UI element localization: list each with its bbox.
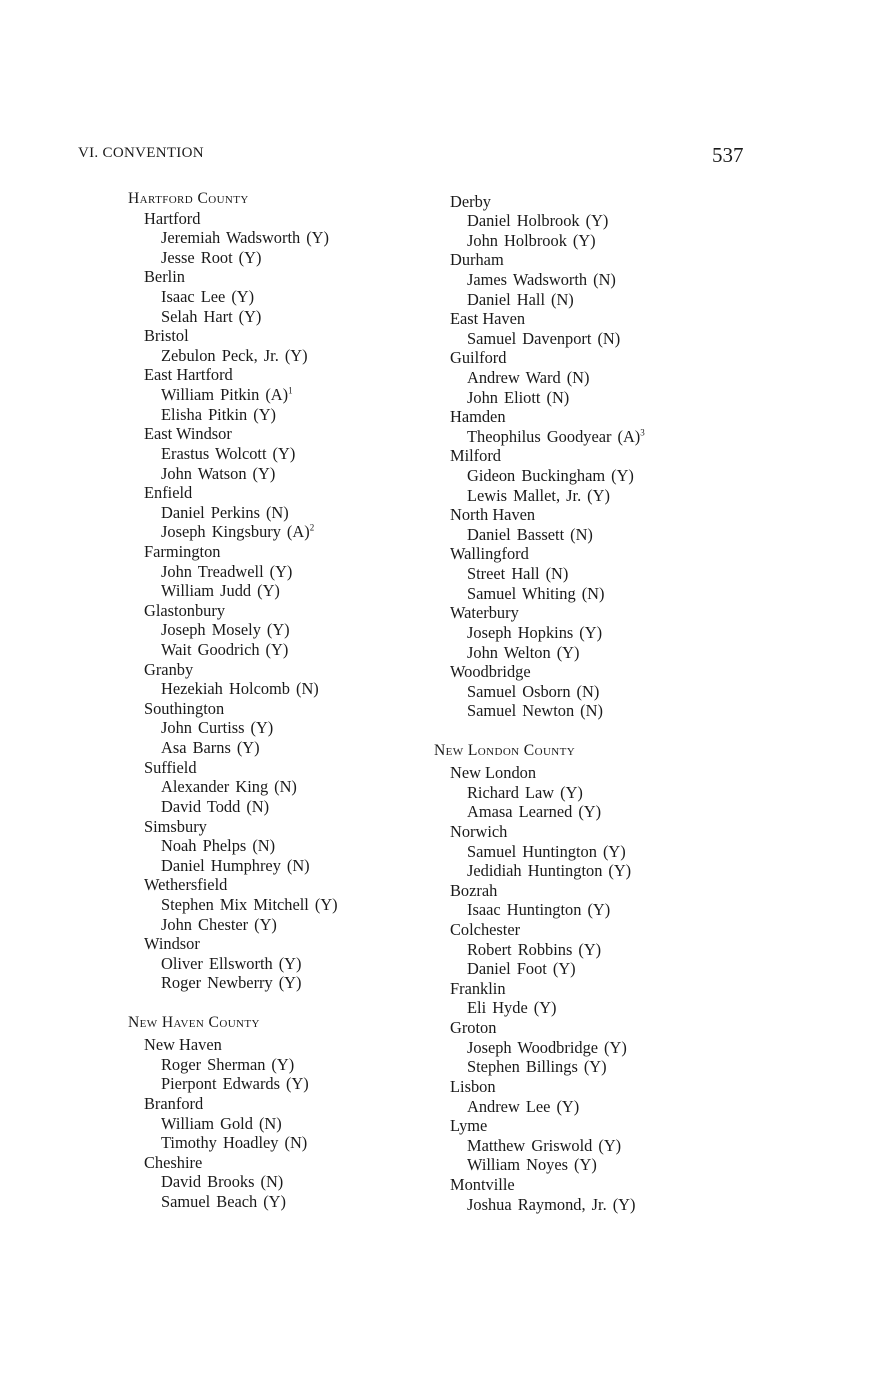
delegate-entry [434, 1136, 645, 1156]
delegate-vote: (Y) [272, 443, 296, 463]
delegate-entry [128, 954, 338, 974]
delegate-vote: (N) [581, 583, 605, 603]
delegate-name: Robert Robbins [467, 939, 573, 959]
delegate-vote: (N) [246, 796, 270, 816]
delegate-name: David Brooks [161, 1172, 255, 1192]
delegate-vote: (N) [545, 564, 569, 584]
delegate-name: Joseph Woodbridge [467, 1037, 599, 1057]
delegate-vote: (N) [252, 836, 276, 856]
delegate-name: John Welton [467, 642, 551, 662]
delegate-entry [128, 562, 338, 582]
delegate-vote: (N) [566, 367, 590, 387]
town-name: North Haven [450, 505, 536, 525]
delegate-vote: (Y) [250, 718, 274, 738]
town-name: Berlin [144, 267, 185, 287]
delegate-vote: (Y) [578, 939, 602, 959]
delegate-name: John Eliott [467, 387, 541, 407]
delegate-vote: (Y) [236, 738, 260, 758]
delegate-entry [434, 682, 645, 702]
delegate-vote: (Y) [253, 404, 276, 424]
delegate-vote: (Y) [238, 306, 262, 326]
delegate-name: Jesse Root [161, 247, 233, 267]
delegate-vote: (Y) [269, 561, 293, 581]
delegate-name: Street Hall [467, 564, 540, 584]
town-name: Hartford [144, 208, 201, 228]
county-heading: New London County [434, 741, 576, 759]
town-name: Lyme [450, 1116, 488, 1136]
town-name: Southington [144, 698, 225, 718]
delegate-entry [434, 940, 645, 960]
county-heading: New Haven County [128, 1013, 260, 1031]
delegate-name: William Noyes [467, 1155, 569, 1175]
delegate-name: Oliver Ellsworth [161, 953, 273, 973]
delegate-name: Timothy Hoadley [161, 1133, 279, 1153]
delegate-entry [128, 1114, 338, 1134]
town-name: Granby [144, 659, 194, 679]
delegate-name: Stephen Billings [467, 1057, 578, 1077]
delegate-entry [434, 701, 645, 721]
delegate-entry [434, 231, 645, 251]
delegate-name: Noah Phelps [161, 836, 247, 856]
town-name: Wethersfield [144, 875, 228, 895]
town-name: Bozrah [450, 880, 498, 900]
town-name: Derby [450, 191, 491, 211]
town-name: Farmington [144, 541, 221, 561]
delegate-name: Zebulon Peck, Jr. [161, 345, 279, 365]
delegate-vote: (N) [576, 681, 600, 701]
delegate-name: Joseph Kingsbury [161, 522, 281, 542]
delegate-vote: (Y) [306, 228, 329, 248]
delegate-entry [434, 1057, 645, 1077]
delegate-entry [434, 643, 645, 663]
delegate-entry [128, 1133, 338, 1153]
delegate-entry [128, 836, 338, 856]
delegate-vote: (N) [258, 1113, 282, 1133]
town-name: East Hartford [144, 365, 233, 385]
delegate-entry [434, 584, 645, 604]
town-name: Norwich [450, 821, 508, 841]
delegate-name: Andrew Ward [467, 367, 561, 387]
delegate-name: Andrew Lee [467, 1096, 551, 1116]
delegate-vote: (Y) [587, 900, 611, 920]
delegate-name: Samuel Osborn [467, 681, 571, 701]
delegate-name: Roger Sherman [161, 1054, 266, 1074]
delegate-entry [434, 1038, 645, 1058]
delegate-name: Amasa Learned [467, 802, 573, 822]
delegate-entry [128, 581, 338, 601]
delegate-name: Isaac Lee [161, 287, 226, 307]
delegate-name: Eli Hyde [467, 998, 528, 1018]
delegate-vote: (Y) [583, 1057, 607, 1077]
delegate-entry [434, 1155, 645, 1175]
footnote-marker: 1 [288, 385, 293, 396]
town-name: East Haven [450, 309, 526, 329]
delegate-name: Samuel Newton [467, 701, 575, 721]
delegate-name: Roger Newberry [161, 973, 273, 993]
delegate-entry [128, 503, 338, 523]
delegate-entry [128, 777, 338, 797]
delegate-vote: (Y) [608, 861, 632, 881]
delegate-name: Joshua Raymond, Jr. [467, 1194, 607, 1214]
delegate-entry [128, 405, 338, 425]
delegate-vote: (N) [551, 289, 574, 309]
town-name: Franklin [450, 978, 506, 998]
delegate-vote: (Y) [231, 287, 255, 307]
delegate-name: Samuel Davenport [467, 328, 592, 348]
delegate-vote: (Y) [585, 211, 609, 231]
delegate-vote: (Y) [578, 802, 602, 822]
delegate-vote: (Y) [278, 973, 302, 993]
town-name: Glastonbury [144, 600, 226, 620]
delegate-entry [128, 738, 338, 758]
town-name: Wallingford [450, 544, 529, 564]
delegate-name: William Gold [161, 1113, 253, 1133]
delegate-name: Daniel Bassett [467, 524, 565, 544]
delegate-entry [434, 388, 645, 408]
delegate-vote: (Y) [533, 998, 557, 1018]
delegate-vote: (Y) [556, 1096, 580, 1116]
delegate-name: David Todd [161, 796, 241, 816]
town-name: Simsbury [144, 816, 207, 836]
delegate-entry [128, 346, 338, 366]
delegate-vote: (N) [593, 269, 616, 289]
delegate-name: Jedidiah Huntington [467, 861, 603, 881]
town-name: Hamden [450, 407, 506, 427]
delegate-entry [434, 1195, 645, 1215]
delegate-entry [434, 486, 645, 506]
delegate-name: Hezekiah Holcomb [161, 679, 290, 699]
delegate-entry [128, 1192, 338, 1212]
delegate-vote: (A) [617, 426, 641, 446]
town-name: Cheshire [144, 1152, 203, 1172]
delegate-name: Isaac Huntington [467, 900, 582, 920]
delegate-vote: (A) [286, 522, 310, 542]
delegate-name: John Treadwell [161, 561, 264, 581]
delegate-name: Wait Goodrich [161, 640, 260, 660]
delegate-name: Joseph Mosely [161, 620, 261, 640]
delegate-vote: (Y) [238, 247, 262, 267]
delegate-vote: (N) [295, 679, 319, 699]
county-heading: Hartford County [128, 190, 249, 207]
town-name: Bristol [144, 326, 189, 346]
delegate-vote: (N) [580, 701, 603, 721]
delegate-name: Asa Barns [161, 738, 231, 758]
delegate-entry [128, 522, 338, 542]
delegate-vote: (Y) [612, 1194, 636, 1214]
page-number: 537 [712, 143, 744, 167]
delegate-entry [128, 895, 338, 915]
delegate-entry [434, 1097, 645, 1117]
delegate-vote: (Y) [556, 642, 580, 662]
delegate-entry [434, 329, 645, 349]
delegate-entry [128, 856, 338, 876]
delegate-vote: (N) [546, 387, 570, 407]
delegate-entry [128, 973, 338, 993]
delegate-entry [434, 959, 645, 979]
delegate-name: Daniel Perkins [161, 502, 260, 522]
delegate-name: Theophilus Goodyear [467, 426, 612, 446]
town-name: New Haven [144, 1035, 222, 1055]
delegate-vote: (Y) [314, 894, 338, 914]
delegate-name: Daniel Holbrook [467, 211, 580, 231]
delegate-entry [128, 679, 338, 699]
delegate-vote: (Y) [604, 1037, 627, 1057]
delegate-entry [128, 797, 338, 817]
delegate-vote: (Y) [257, 581, 280, 601]
delegate-name: Pierpont Edwards [161, 1074, 280, 1094]
delegate-entry [434, 211, 645, 231]
delegate-entry [128, 1055, 338, 1075]
delegate-entry [128, 718, 338, 738]
delegate-vote: (Y) [252, 463, 276, 483]
delegate-entry [128, 915, 338, 935]
delegate-name: Jeremiah Wadsworth [161, 228, 301, 248]
left-column [128, 189, 338, 1212]
delegate-entry [128, 287, 338, 307]
delegate-entry [434, 466, 645, 486]
delegate-name: William Pitkin [161, 385, 260, 405]
delegate-vote: (Y) [284, 345, 308, 365]
delegate-entry [128, 620, 338, 640]
delegate-vote: (N) [274, 777, 297, 797]
town-name: Windsor [144, 934, 200, 954]
delegate-name: Samuel Whiting [467, 583, 576, 603]
delegate-name: Daniel Foot [467, 959, 547, 979]
delegate-vote: (Y) [278, 953, 302, 973]
delegate-entry [434, 270, 645, 290]
town-name: Waterbury [450, 603, 519, 623]
delegate-name: Elisha Pitkin [161, 404, 248, 424]
delegate-entry [128, 248, 338, 268]
delegate-name: John Chester [161, 914, 249, 934]
delegate-name: William Judd [161, 581, 252, 601]
delegate-entry [434, 783, 645, 803]
town-name: Woodbridge [450, 662, 531, 682]
delegate-vote: (Y) [602, 841, 626, 861]
town-name: East Windsor [144, 424, 232, 444]
footnote-marker: 2 [309, 522, 315, 533]
delegate-entry [434, 842, 645, 862]
delegate-entry [434, 525, 645, 545]
delegate-name: Richard Law [467, 782, 555, 802]
delegate-entry [128, 1172, 338, 1192]
delegate-entry [434, 623, 645, 643]
delegate-vote: (N) [570, 524, 593, 544]
town-name: Groton [450, 1018, 497, 1038]
delegate-vote: (N) [260, 1172, 284, 1192]
delegate-name: Matthew Griswold [467, 1135, 593, 1155]
delegate-name: Stephen Mix Mitchell [161, 894, 309, 914]
town-name: Suffield [144, 757, 197, 777]
town-name: Enfield [144, 483, 193, 503]
town-name: New London [450, 763, 537, 783]
delegate-entry [128, 1074, 338, 1094]
delegate-name: Erastus Wolcott [161, 443, 267, 463]
delegate-name: Daniel Hall [467, 289, 546, 309]
footnote-marker: 3 [640, 427, 645, 438]
delegate-vote: (Y) [552, 959, 576, 979]
delegate-vote: (Y) [572, 230, 596, 250]
town-name: Lisbon [450, 1076, 496, 1096]
delegate-name: Gideon Buckingham [467, 466, 606, 486]
delegate-entry [128, 444, 338, 464]
delegate-vote: (Y) [265, 640, 289, 660]
town-name: Durham [450, 250, 504, 270]
delegate-entry [128, 228, 338, 248]
delegate-name: Joseph Hopkins [467, 622, 574, 642]
delegate-entry [434, 368, 645, 388]
delegate-vote: (Y) [587, 485, 610, 505]
delegate-vote: (Y) [254, 914, 277, 934]
delegate-entry [434, 900, 645, 920]
delegate-vote: (Y) [611, 466, 634, 486]
delegate-vote: (N) [597, 328, 621, 348]
right-column [434, 192, 645, 1215]
town-name: Guilford [450, 348, 507, 368]
running-head: VI. CONVENTION [78, 145, 204, 161]
delegate-vote: (N) [286, 855, 310, 875]
delegate-vote: (A) [265, 385, 289, 405]
delegate-entry [434, 802, 645, 822]
delegate-name: Lewis Mallet, Jr. [467, 485, 582, 505]
delegate-vote: (N) [265, 502, 289, 522]
delegate-vote: (N) [284, 1133, 308, 1153]
delegate-entry [434, 290, 645, 310]
delegate-entry [434, 861, 645, 881]
delegate-name: Selah Hart [161, 306, 233, 326]
delegate-vote: (Y) [560, 782, 583, 802]
delegate-name: Alexander King [161, 777, 269, 797]
delegate-vote: (Y) [271, 1054, 295, 1074]
delegate-name: James Wadsworth [467, 269, 588, 289]
delegate-entry [434, 564, 645, 584]
delegate-vote: (Y) [579, 622, 603, 642]
delegate-entry [128, 464, 338, 484]
town-name: Colchester [450, 920, 521, 940]
delegate-name: Daniel Humphrey [161, 855, 281, 875]
delegate-entry [128, 640, 338, 660]
delegate-entry [434, 427, 645, 447]
delegate-name: Samuel Huntington [467, 841, 597, 861]
delegate-vote: (Y) [263, 1192, 286, 1212]
delegate-name: John Watson [161, 463, 247, 483]
delegate-vote: (Y) [598, 1135, 622, 1155]
delegate-vote: (Y) [286, 1074, 309, 1094]
town-name: Branford [144, 1094, 204, 1114]
delegate-vote: (Y) [266, 620, 290, 640]
delegate-entry [128, 385, 338, 405]
town-name: Milford [450, 446, 501, 466]
delegate-name: Samuel Beach [161, 1192, 258, 1212]
delegate-name: John Curtiss [161, 718, 245, 738]
delegate-vote: (Y) [574, 1155, 597, 1175]
delegate-entry [128, 307, 338, 327]
town-name: Montville [450, 1174, 515, 1194]
delegate-entry [434, 998, 645, 1018]
delegate-name: John Holbrook [467, 230, 567, 250]
